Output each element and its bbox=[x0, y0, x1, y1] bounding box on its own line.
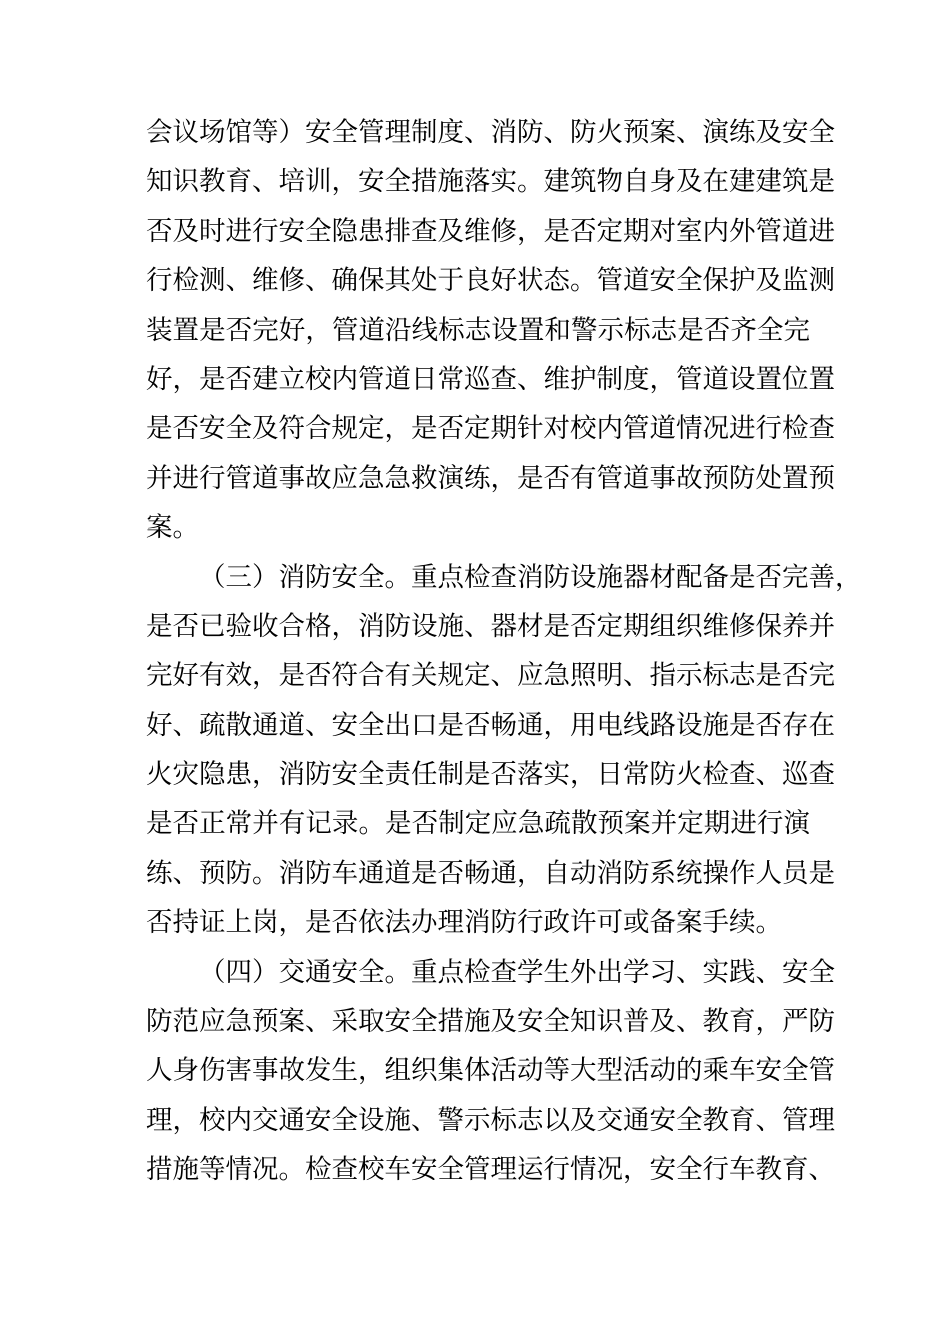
text-line: 好，是否建立校内管道日常巡查、维护制度，管道设置位置 bbox=[146, 363, 835, 395]
body-text bbox=[146, 108, 862, 1195]
text-line: 完好有效，是否符合有关规定、应急照明、指示标志是否完 bbox=[146, 660, 835, 692]
text-line: 防范应急预案、采取安全措施及安全知识普及、教育，严防 bbox=[146, 1006, 835, 1038]
text-line: 练、预防。消防车通道是否畅通，自动消防系统操作人员是 bbox=[146, 857, 835, 889]
text-line: 装置是否完好，管道沿线标志设置和警示标志是否齐全完 bbox=[146, 314, 810, 346]
text-line: 案。 bbox=[146, 512, 199, 544]
text-line: 会议场馆等）安全管理制度、消防、防火预案、演练及安全 bbox=[146, 117, 835, 148]
text-line: 并进行管道事故应急急救演练，是否有管道事故预防处置预 bbox=[146, 462, 835, 494]
text-line: 好、疏散通道、安全出口是否畅通，用电线路设施是否存在 bbox=[146, 709, 835, 741]
text-line: 否持证上岗，是否依法办理消防行政许可或备案手续。 bbox=[146, 907, 782, 939]
text-line: 措施等情况。检查校车安全管理运行情况，安全行车教育、 bbox=[146, 1154, 835, 1186]
section-heading-line: （三）消防安全。重点检查消防设施器材配备是否完善， bbox=[199, 561, 862, 593]
text-line: 是否已验收合格，消防设施、器材是否定期组织维修保养并 bbox=[146, 610, 835, 642]
text-line: 人身伤害事故发生，组织集体活动等大型活动的乘车安全管 bbox=[146, 1055, 835, 1087]
text-line: 行检测、维修、确保其处于良好状态。管道安全保护及监测 bbox=[146, 265, 835, 297]
text-line: 火灾隐患，消防安全责任制是否落实，日常防火检查、巡查 bbox=[146, 759, 835, 791]
text-line: 是否安全及符合规定，是否定期针对校内管道情况进行检查 bbox=[146, 413, 835, 445]
section-heading-line: （四）交通安全。重点检查学生外出学习、实践、安全 bbox=[199, 956, 835, 988]
text-line: 知识教育、培训，安全措施落实。建筑物自身及在建建筑是 bbox=[146, 166, 835, 198]
text-line: 否及时进行安全隐患排查及维修，是否定期对室内外管道进 bbox=[146, 215, 835, 247]
text-line: 理，校内交通安全设施、警示标志以及交通安全教育、管理 bbox=[146, 1104, 835, 1136]
text-line: 是否正常并有记录。是否制定应急疏散预案并定期进行演 bbox=[146, 808, 810, 840]
